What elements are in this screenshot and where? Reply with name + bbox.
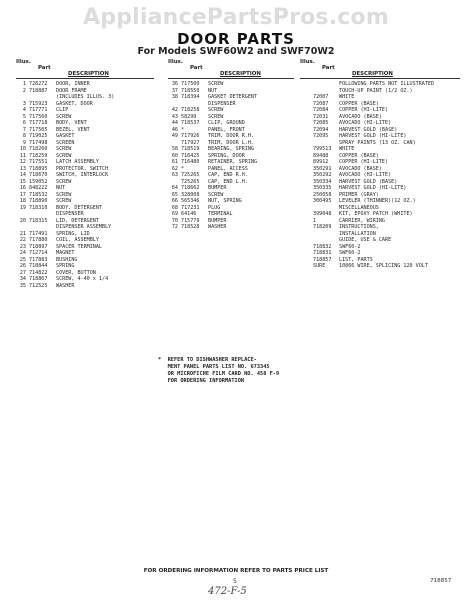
part-description: COPPER (HI-LITE) (339, 159, 389, 165)
part-number: 718844 (29, 263, 48, 269)
part-number: 718867 (29, 276, 48, 282)
part-number: 717880 (29, 237, 48, 243)
part-number: 716480 (181, 159, 200, 165)
part-description: AVOCADO (HI-LITE) (339, 172, 392, 178)
part-description: GASKET (56, 133, 75, 139)
part-description: HARVEST GOLD (BASE) (339, 126, 398, 133)
part-description: NUT (208, 87, 218, 94)
header-part: Part (322, 65, 335, 71)
part-number: 72031 (313, 113, 329, 120)
parts-rows (168, 81, 294, 231)
illus-number: 42 (171, 107, 178, 113)
part-description: (INCLUDES ILLUS. 3) (56, 94, 115, 100)
part-number: 72095 (313, 133, 329, 139)
part-number: 718315 (29, 217, 48, 224)
illus-number: 18 (19, 198, 26, 204)
part-number: 718259 (29, 152, 48, 159)
part-number: 714822 (29, 269, 48, 276)
part-description: FOLLOWING PARTS NOT ILLUSTRATED (339, 81, 435, 87)
replacement-panel-note: * REFER TO DISHWASHER REPLACE- MENT PANEL PARTS LIST NO. 673345 OR MICROFICHE FILM CARD NO. 458 F-9 FOR ORDERING INFORMATION (158, 357, 280, 384)
part-description: COIL, ASSEMBLY (56, 237, 99, 243)
part-description: HARVEST GOLD (HI-LITE) (339, 133, 407, 139)
part-description: COPPER (BASE) (339, 100, 379, 107)
header-illus: Illus. (16, 59, 31, 65)
part-description: TOUCH-UP PAINT (1/2 OZ.) (339, 87, 413, 94)
part-description: SPRING (56, 263, 75, 269)
header-part: Part (190, 65, 203, 71)
part-number: 718897 (29, 243, 48, 250)
part-description: NUT, SPRING (208, 198, 242, 204)
part-number: 718831 (313, 250, 332, 256)
part-description: PANEL, ACCESS (208, 165, 248, 172)
part-description: SPRAY PAINTS (13 OZ. CAN) (339, 139, 416, 146)
part-number: 718887 (29, 87, 48, 94)
illus-number: 19 (19, 204, 26, 211)
part-description: SPACER TERMINAL (56, 243, 103, 250)
part-description: PLUG (208, 204, 221, 211)
part-description: SPRING, DOOR (208, 152, 245, 159)
watermark: AppliancePartsPros.com (83, 5, 389, 30)
part-number: SURE (313, 263, 326, 269)
part-description: DOOR, INNER (56, 81, 90, 87)
illus-number: 22 (19, 237, 26, 243)
illus-number: 12 (19, 159, 26, 165)
part-number: 72094 (313, 126, 329, 133)
part-description: CAP, END L.H. (208, 178, 248, 185)
part-number: 717551 (29, 159, 48, 165)
document-code: 718857 (430, 578, 452, 584)
part-number: 725265 (181, 178, 200, 185)
part-description: MAGNET (56, 250, 75, 256)
parts-column-1 (16, 58, 154, 289)
part-description: SWITCH, INTERLOCK (56, 172, 109, 178)
part-description: BUMPER (208, 185, 227, 191)
part-description: CAP, END R.H. (208, 172, 248, 178)
part-description: WASHER (208, 224, 227, 230)
illus-number: 69 (171, 211, 178, 217)
part-number: 718260 (29, 146, 48, 152)
part-number: 717718 (29, 120, 48, 126)
page-subtitle: For Models SWF60W2 and SWF70W2 (137, 46, 335, 57)
part-number: 718832 (313, 243, 332, 250)
part-description: SCREEN (56, 139, 75, 146)
part-description: DISPENSER ASSEMBLY (56, 224, 112, 230)
part-description: AVOCADO (BASE) (339, 113, 382, 120)
part-number: 350334 (313, 178, 332, 185)
part-description: SCREW (208, 113, 224, 120)
part-number: 718662 (181, 185, 200, 191)
illus-number: 3 (22, 100, 26, 107)
illus-number: 26 (19, 263, 26, 269)
part-number: 728272 (29, 81, 48, 87)
part-description: BODY, DETERGENT (56, 204, 103, 211)
illus-number: 38 (171, 94, 178, 100)
part-number: 848222 (29, 185, 48, 191)
illus-number: 36 (171, 81, 178, 87)
part-description: CLIP, GROUND (208, 120, 245, 126)
part-description: DISPENSER (56, 211, 84, 217)
illus-number: 66 (171, 198, 178, 204)
part-number: 718670 (29, 172, 48, 178)
part-number: 716425 (181, 152, 200, 159)
part-number: 718310 (29, 204, 48, 211)
part-number: 718857 (313, 256, 332, 263)
part-description: SPRING, LID (56, 230, 90, 237)
ordering-footer: FOR ORDERING INFORMATION REFER TO PARTS PRICE LIST (143, 568, 329, 574)
illus-number: 46 (171, 126, 178, 133)
part-description: BUSHING (56, 256, 78, 263)
part-number: 300495 (313, 198, 332, 204)
column-header (16, 58, 154, 79)
header-part: Part (38, 65, 51, 71)
part-number: 718528 (181, 224, 200, 230)
part-number: 58299 (181, 113, 197, 120)
part-number: 799513 (313, 146, 332, 152)
table-row (300, 263, 460, 270)
part-description: CARRIER, WIRING (339, 217, 386, 224)
part-description: BEZEL, VENT (56, 126, 90, 133)
part-number: 715779 (181, 217, 200, 224)
part-description: 10866 WIRE, SPLICING 120 VOLT (339, 263, 428, 269)
part-description: INSTALLATION (339, 230, 376, 237)
part-description: MISCELLANEOUS (339, 204, 379, 211)
part-number: 718519 (181, 146, 200, 152)
part-description: SCREW (208, 81, 224, 87)
part-number: 718550 (181, 87, 200, 94)
part-number: 717231 (181, 204, 200, 211)
part-description: GASKET, DOOR (56, 100, 93, 107)
part-description: TRIM, DOOR L.H. (208, 139, 255, 146)
part-number: 565346 (181, 198, 200, 204)
part-number: 717883 (29, 256, 48, 263)
part-description: SCREW (56, 113, 72, 120)
part-number: * (181, 165, 185, 172)
part-description: SCREW (56, 152, 72, 159)
illus-number: 13 (19, 165, 26, 172)
part-description: HARVEST GOLD (HI-LITE) (339, 185, 407, 191)
column-header (168, 58, 294, 79)
part-description: SCREW, 4-40 x 1/4 (56, 276, 109, 282)
illus-number: 68 (171, 204, 178, 211)
part-description: GUIDE, USE & CARE (339, 237, 392, 243)
part-description: COPPER (HI-LITE) (339, 107, 389, 113)
part-number: 350335 (313, 185, 332, 191)
part-description: CLIP (56, 107, 69, 113)
part-description: PROTECTOR, SWITCH (56, 165, 109, 172)
illus-number: 15 (19, 178, 26, 185)
part-description: SWF60-2 (339, 243, 361, 250)
part-number: 72085 (313, 120, 329, 126)
illus-number: 21 (19, 230, 26, 237)
part-number: 717560 (29, 113, 48, 120)
part-number: 328008 (181, 191, 200, 198)
part-description: SWF60-2 (339, 250, 361, 256)
illus-number: 8 (22, 133, 26, 139)
illus-number: 5 (22, 113, 26, 120)
part-number: 712714 (29, 250, 48, 256)
illus-number: 16 (19, 185, 26, 191)
header-description: DESCRIPTION (352, 71, 393, 77)
part-number: * (181, 126, 185, 133)
part-description: WASHER (56, 282, 75, 289)
part-description: SCREW (56, 191, 72, 198)
part-number: 1 (313, 217, 317, 224)
part-description: INSTRUCTIONS, (339, 224, 379, 230)
part-description: HARVEST GOLD (BASE) (339, 178, 398, 185)
page-number: 5 (233, 578, 237, 585)
illus-number: 61 (171, 159, 178, 165)
part-description: LEVELER (THINNER)(12 OZ.) (339, 198, 416, 204)
illus-number: 37 (171, 87, 178, 94)
part-description: PRIMER (GRAY) (339, 191, 379, 198)
part-description: KIT, EPOXY PATCH (WHITE) (339, 211, 413, 217)
part-description: TRIM, DOOR R.H. (208, 133, 255, 139)
part-number: 718895 (29, 165, 48, 172)
part-number: 72007 (313, 94, 329, 100)
illus-number: 58 (171, 146, 178, 152)
part-number: 72084 (313, 107, 329, 113)
illus-number: 17 (19, 191, 26, 198)
illus-number: 72 (171, 224, 178, 230)
part-description: LIST, PARTS (339, 256, 373, 263)
illus-number: 23 (19, 243, 26, 250)
part-number: 717771 (29, 107, 48, 113)
part-description: SCREW (56, 146, 72, 152)
table-row (168, 224, 294, 231)
part-number: 89912 (313, 159, 329, 165)
illus-number: 70 (171, 217, 178, 224)
part-number: 718537 (181, 120, 200, 126)
illus-number: 11 (19, 152, 26, 159)
part-description: BODY, VENT (56, 120, 87, 126)
part-description: COVER, BUTTON (56, 269, 96, 276)
part-number: 719025 (29, 133, 48, 139)
parts-rows (16, 81, 154, 289)
illus-number: 1 (22, 81, 26, 87)
illus-number: 7 (22, 126, 26, 133)
illus-number: 62 (171, 165, 178, 172)
part-number: 718890 (29, 198, 48, 204)
illus-number: 35 (19, 282, 26, 289)
illus-number: 63 (171, 172, 178, 178)
part-number: 718258 (181, 107, 200, 113)
illus-number: 64 (171, 185, 178, 191)
part-number: 718394 (181, 94, 200, 100)
illus-number: 43 (171, 113, 178, 120)
illus-number: 4 (22, 107, 26, 113)
part-number: 717500 (181, 81, 200, 87)
part-number: 712525 (29, 282, 48, 289)
part-description: AVOCADO (BASE) (339, 165, 382, 172)
illus-number: 20 (19, 217, 26, 224)
part-description: WHITE (339, 146, 355, 152)
part-number: 250058 (313, 191, 332, 198)
illus-number: 44 (171, 120, 178, 126)
part-description: LID, DETERGENT (56, 217, 99, 224)
table-row (16, 283, 154, 290)
part-number: 717927 (181, 139, 200, 146)
illus-number: 65 (171, 191, 178, 198)
illus-number: 2 (22, 87, 26, 94)
part-description: WHITE (339, 94, 355, 100)
part-description: SCREW (208, 107, 224, 113)
illus-number: 49 (171, 133, 178, 139)
part-number: 89488 (313, 152, 329, 159)
part-number: 718532 (29, 191, 48, 198)
part-number: 350291 (313, 165, 332, 172)
header-description: DESCRIPTION (220, 71, 261, 77)
part-description: BEARING, SPRING (208, 146, 255, 152)
part-description: NUT (56, 185, 66, 191)
part-number: 717491 (29, 230, 48, 237)
part-number: 718209 (313, 224, 332, 230)
column-header (300, 58, 460, 79)
illus-number (300, 263, 313, 270)
part-number: 399048 (313, 211, 332, 217)
parts-column-3 (300, 58, 460, 270)
part-number: 717926 (181, 133, 200, 139)
part-number: 64146 (181, 211, 197, 217)
parts-column-2 (168, 58, 294, 231)
header-illus: Illus. (300, 59, 315, 65)
part-number: 725265 (181, 172, 200, 178)
part-number: 717505 (29, 126, 48, 133)
illus-number: 34 (19, 276, 26, 282)
page-title: DOOR PARTS (177, 30, 295, 48)
part-number: 72087 (313, 100, 329, 107)
part-description: BUMPER (208, 217, 227, 224)
part-description: COPPER (BASE) (339, 152, 379, 159)
handwritten-annotation: 472-F-5 (208, 586, 247, 597)
illus-number: 25 (19, 256, 26, 263)
illus-number: 10 (19, 146, 26, 152)
part-description: RETAINER, SPRING (208, 159, 258, 165)
illus-number: 6 (22, 120, 26, 126)
parts-rows (300, 81, 460, 270)
header-description: DESCRIPTION (68, 71, 109, 77)
header-illus: Illus. (168, 59, 183, 65)
illus-number: 24 (19, 250, 26, 256)
illus-number: 60 (171, 152, 178, 159)
part-description: DOOR FRAME (56, 87, 87, 94)
part-description: DISPENSER (208, 100, 236, 107)
part-number: 717498 (29, 139, 48, 146)
part-description: SCREW (56, 198, 72, 204)
part-description: GASKET DETERGENT (208, 94, 258, 100)
illus-number: 27 (19, 269, 26, 276)
part-description: PANEL, FRONT (208, 126, 245, 133)
part-number: 350292 (313, 172, 332, 178)
part-description: LATCH ASSEMBLY (56, 159, 99, 165)
illus-number: 9 (22, 139, 26, 146)
illus-number: 14 (19, 172, 26, 178)
part-number: 715923 (29, 100, 48, 107)
part-description: TERMINAL (208, 211, 233, 217)
part-description: AVOCADO (HI-LITE) (339, 120, 392, 126)
part-description: SCREW (56, 178, 72, 185)
part-number: 159052 (29, 178, 48, 185)
part-description: SCREW (208, 191, 224, 198)
